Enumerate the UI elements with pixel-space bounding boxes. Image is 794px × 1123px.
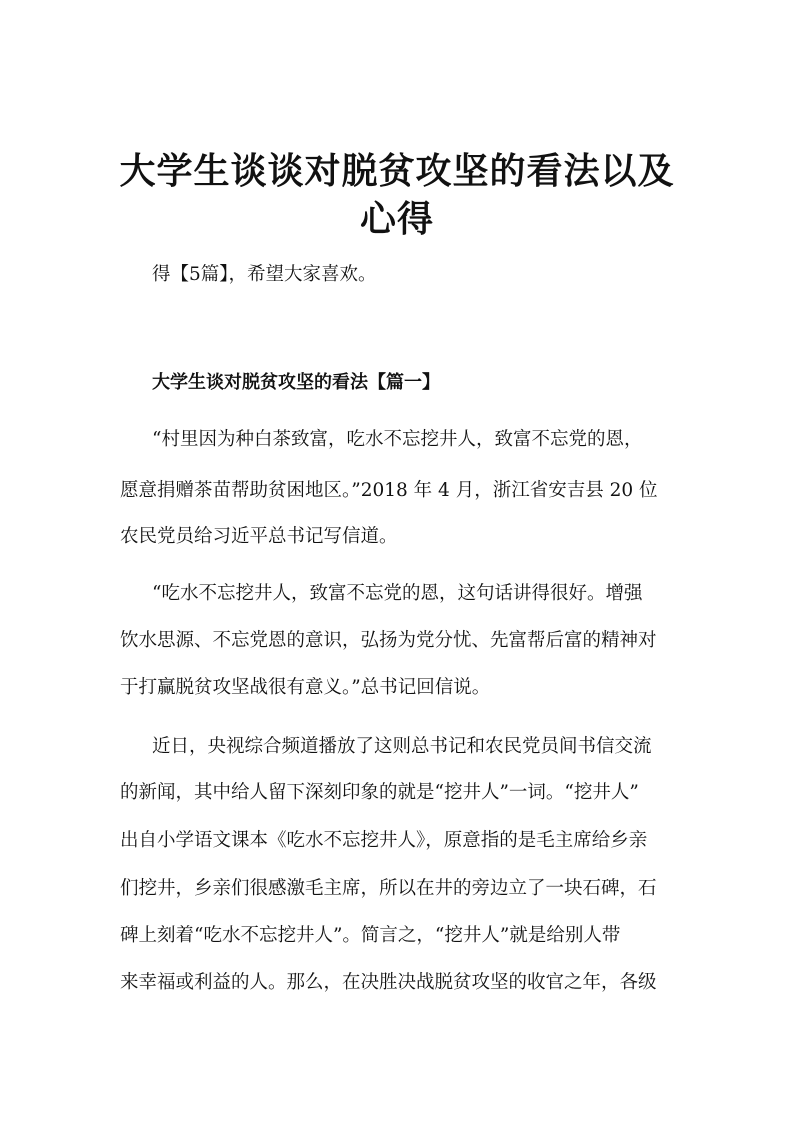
paragraph-3-line-4: 们挖井，乡亲们很感激毛主席，所以在井的旁边立了一块石碑，石 (120, 878, 657, 899)
paragraph-1-line-2: 愿意捐赠茶苗帮助贫困地区。”2018 年 4 月，浙江省安吉县 20 位 (120, 480, 658, 501)
paragraph-1-line-3: 农民党员给习近平总书记写信道。 (120, 526, 398, 547)
paragraph-1-line-1: “村里因为种白茶致富，吃水不忘挖井人，致富不忘党的恩， (152, 429, 643, 450)
section-heading: 大学生谈对脱贫攻坚的看法【篇一】 (152, 372, 440, 393)
intro-text: 得【5篇】，希望大家喜欢。 (152, 264, 377, 285)
paragraph-2-line-3: 于打赢脱贫攻坚战很有意义。”总书记回信说。 (120, 677, 491, 698)
paragraph-3-line-5: 碑上刻着“吃水不忘挖井人”。简言之，“挖井人”就是给别人带 (120, 925, 621, 946)
paragraph-3-line-6: 来幸福或利益的人。那么，在决胜决战脱贫攻坚的收官之年，各级 (120, 972, 657, 993)
paragraph-3-line-2: 的新闻，其中给人留下深刻印象的就是“挖井人”一词。“挖井人” (120, 782, 639, 803)
document-title-line-1: 大学生谈谈对脱贫攻坚的看法以及 (119, 151, 675, 192)
paragraph-3-line-1: 近日，央视综合频道播放了这则总书记和农民党员间书信交流 (152, 736, 652, 757)
document-title-line-2: 心得 (359, 199, 434, 240)
paragraph-2-line-1: “吃水不忘挖井人，致富不忘党的恩，这句话讲得很好。增强 (152, 583, 643, 604)
paragraph-2-line-2: 饮水思源、不忘党恩的意识，弘扬为党分忧、先富帮后富的精神对 (120, 630, 657, 651)
paragraph-3-line-3: 出自小学语文课本《吃水不忘挖井人》，原意指的是毛主席给乡亲 (120, 830, 648, 851)
